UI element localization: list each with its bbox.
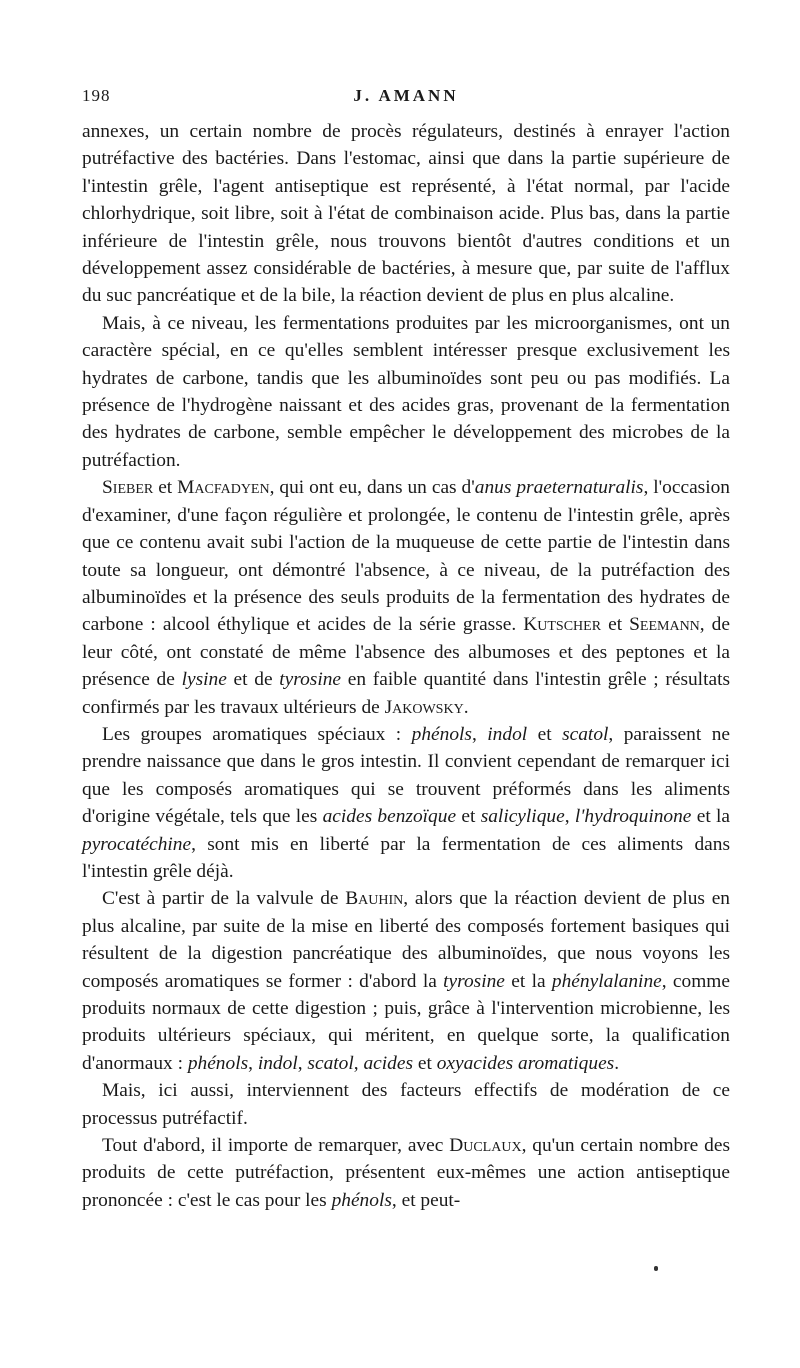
italic-term: phénylalanine — [551, 970, 662, 992]
italic-term: acides — [363, 1052, 413, 1074]
text-run: , de leur côté, ont constaté de même l'absence des albumoses et des peptones et la présence de — [82, 614, 730, 691]
italic-term: lysine — [181, 669, 227, 691]
text-run: , comme produits normaux de cette digestion ; puis, grâce à l'intervention microbienne, les produits ultérieurs spéciaux, qui méritent, en quelque sorte, la qualification d'anormaux : — [82, 970, 730, 1074]
text-run: annexes, un certain nombre de procès régulateurs, destinés à enrayer l'action putréfactive des bactéries. Dans l'estomac, ainsi que dans la partie supérieure de l'intestin grêle, l'agent antiseptique est représenté, à l'état normal, par l'acide chlorhydrique, soit libre, soit à l'état de combinaison acide. Plus bas, dans la partie inférieure de l'intestin grêle, nous trouvons bientôt d'autres conditions et un développement assez considérable de bactéries, à mesure que, par suite de l'afflux du suc pancréatique et de la bile, la réaction devient de plus en plus alcaline. — [82, 121, 730, 307]
document-page — [82, 86, 730, 1214]
author-name: Bauhin — [345, 888, 404, 910]
text-run: , alors que la réaction devient de plus en plus alcaline, par suite de la mise en liberté des composés fortement basiques qui résultent de la digestion pancréatique des albuminoïdes, que nous voyons les composés aromatiques se former : d'abord la — [82, 888, 730, 992]
text-run: en faible quantité dans l'intestin grêle ; résultats confirmés par les travaux ultérieurs de — [82, 669, 730, 718]
author-name: Kutscher — [523, 614, 602, 636]
text-run: , et peut- — [391, 1189, 461, 1211]
text-run: . — [614, 1052, 620, 1074]
text-run: , — [471, 723, 488, 745]
text-run: et — [153, 477, 178, 499]
paragraph-5 — [82, 885, 730, 1077]
text-run: . — [463, 696, 469, 718]
text-run: , — [564, 806, 575, 828]
italic-term: tyrosine — [443, 970, 505, 992]
italic-term: phénols — [411, 723, 472, 745]
author-name: Sieber — [102, 477, 154, 499]
ink-speck — [654, 1266, 658, 1271]
text-run: , l'occasion d'examiner, d'une façon régulière et prolongée, le contenu de l'intestin grêle, après que ce contenu avait subi l'action de la muqueuse de cette partie de l'intestin dans toute sa longueur, ont démontré l'absence, à ce niveau, de la putréfaction des albuminoïdes et la présence des seuls produits de la fermentation des hydrates de carbone : alcool éthylique et acides de la série grasse. — [82, 477, 730, 636]
italic-term: acides benzoïque — [322, 806, 457, 828]
text-run: et de — [226, 669, 280, 691]
text-run: , paraissent ne prendre naissance que dans le gros intestin. Il convient cependant de remarquer ici que les composés aromatiques qui se trouvent préformés dans les aliments d'origine végétale, tels que les — [82, 723, 730, 828]
italic-term: phénols — [187, 1052, 249, 1074]
text-run: , — [353, 1052, 364, 1074]
italic-term: anus praeternaturalis — [474, 477, 644, 499]
text-run: et — [456, 806, 481, 828]
text-run: et la — [691, 806, 731, 828]
text-run: et la — [504, 970, 552, 992]
paragraph-2 — [82, 310, 730, 474]
running-head: J. AMANN — [353, 86, 459, 105]
italic-term: scatol — [307, 1052, 354, 1074]
author-name: Duclaux — [449, 1135, 522, 1157]
text-run: , — [297, 1052, 308, 1074]
text-run: Tout d'abord, il importe de remarquer, avec — [102, 1135, 450, 1157]
paragraph-6 — [82, 1077, 730, 1132]
italic-term: oxyacides aromatiques — [436, 1052, 615, 1074]
author-name: Seemann — [629, 614, 700, 636]
text-run: , qui ont eu, dans un cas d' — [269, 477, 475, 499]
italic-term: salicylique — [480, 806, 565, 828]
text-run: , — [248, 1052, 258, 1074]
italic-term: indol — [257, 1052, 298, 1074]
text-run: Les groupes aromatiques spéciaux : — [102, 723, 412, 745]
italic-term: pyrocatéchine — [82, 833, 192, 855]
page-header — [82, 86, 730, 118]
body-text — [82, 118, 730, 1214]
text-run: , qu'un certain nombre des produits de cette putréfaction, présentent eux-mêmes une action antiseptique prononcée : c'est le cas pour les — [82, 1135, 731, 1211]
paragraph-7 — [82, 1132, 730, 1214]
italic-term: l'hydroquinone — [574, 806, 692, 828]
italic-term: scatol — [562, 723, 609, 745]
text-run: Mais, à ce niveau, les fermentations produites par les microorganismes, ont un caractère spécial, en ce qu'elles semblent intéresser presque exclusivement les hydrates de carbone, tandis que les albuminoïdes sont peu ou pas modifiés. La présence de l'hydrogène naissant et des acides gras, provenant de la fermentation des hydrates de carbone, semble empêcher le développement des microbes de la putréfaction. — [82, 312, 730, 471]
italic-term: phénols — [331, 1189, 392, 1211]
page-number: 198 — [82, 86, 111, 105]
text-run: , sont mis en liberté par la fermentation de ces aliments dans l'intestin grêle déjà. — [82, 833, 730, 882]
text-run: et — [527, 723, 563, 745]
italic-term: tyrosine — [279, 669, 342, 691]
text-run: et — [601, 614, 630, 636]
author-name: Macfadyen — [177, 477, 270, 499]
paragraph-4 — [82, 721, 730, 885]
italic-term: indol — [487, 723, 528, 745]
text-run: Mais, ici aussi, interviennent des facteurs effectifs de modération de ce processus putréfactif. — [82, 1080, 730, 1129]
author-name: Jakowsky — [384, 696, 464, 718]
text-run: C'est à partir de la valvule de — [102, 888, 346, 910]
paragraph-3 — [82, 474, 730, 721]
text-run: et — [413, 1052, 437, 1074]
paragraph-1 — [82, 118, 730, 310]
